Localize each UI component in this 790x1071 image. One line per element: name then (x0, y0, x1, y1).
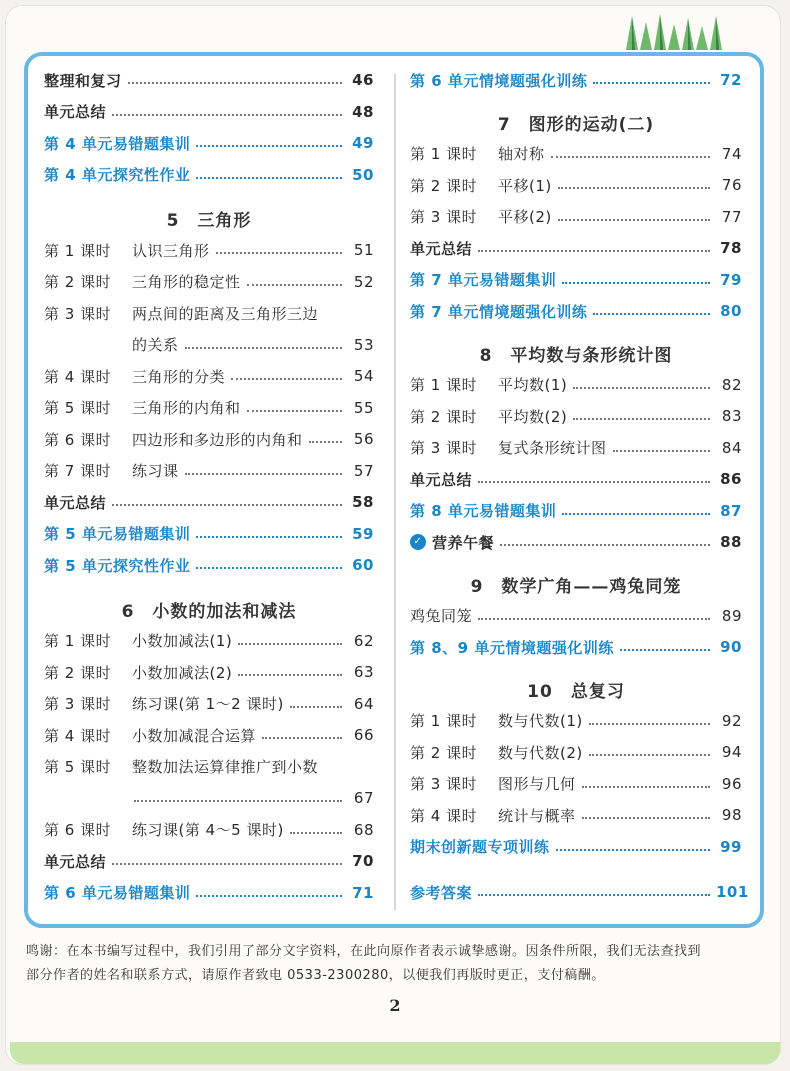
page-ref: 66 (353, 726, 374, 744)
page-ref: 48 (352, 102, 374, 121)
lesson-label: 第 6 课时 (44, 430, 112, 449)
page-ref: 80 (720, 302, 742, 320)
toc-entry[interactable] (44, 301, 374, 325)
entry-title: 练习课 (132, 462, 179, 480)
leader-dots (112, 504, 342, 506)
page-ref: 60 (352, 556, 374, 574)
page-ref: 78 (720, 239, 742, 257)
toc-entry[interactable] (410, 436, 742, 460)
leader-dots (196, 567, 342, 569)
entry-title: 统计与概率 (498, 806, 576, 825)
entry-title: 单元总结 (44, 103, 107, 121)
unit-heading: 7 图形的运动(二) (497, 114, 655, 135)
leader-dots (562, 513, 710, 515)
entry-title: 四边形和多边形的内角和 (132, 430, 303, 449)
toc-entry[interactable] (44, 270, 374, 294)
toc-entry[interactable] (44, 427, 374, 451)
unit-heading: 6 小数的加法和减法 (121, 601, 297, 622)
leader-dots (478, 250, 710, 252)
page-ref: 67 (353, 789, 374, 807)
entry-title: 第 7 单元情境题强化训练 (410, 302, 588, 321)
toc-entry[interactable] (44, 849, 374, 873)
leader-dots (196, 895, 342, 897)
entry-title: 第 5 单元探究性作业 (44, 556, 191, 575)
toc-entry[interactable] (44, 396, 374, 420)
toc-entry[interactable] (410, 604, 742, 628)
entry-title: 平移(2) (498, 208, 552, 226)
leader-dots (185, 473, 342, 475)
entry-title: 练习课(第 1～2 课时) (132, 695, 284, 713)
toc-entry[interactable] (44, 490, 374, 514)
toc-entry[interactable] (410, 467, 742, 491)
page-ref: 89 (721, 606, 742, 625)
lesson-label: 第 4 课时 (410, 806, 478, 825)
toc-entry[interactable] (410, 880, 749, 904)
page-ref: 76 (721, 176, 742, 194)
page-ref: 87 (720, 501, 742, 520)
leader-dots (216, 252, 342, 254)
lesson-label: 第 3 课时 (44, 304, 112, 323)
toc-entry[interactable] (410, 803, 742, 827)
entry-title: 整理和复习 (44, 71, 122, 90)
lesson-label: 第 3 课时 (410, 208, 478, 226)
toc-entry[interactable] (410, 299, 742, 323)
toc-entry[interactable] (44, 786, 374, 810)
lesson-label: 第 2 课时 (44, 663, 112, 682)
note-line-2: 部分作者的姓名和联系方式，请原作者致电 0533-2300280，以便我们再版时更正，支付稿酬。 (26, 968, 605, 983)
toc-entry[interactable] (44, 881, 374, 905)
toc-entry[interactable] (44, 553, 374, 577)
entry-title: 第 6 单元易错题集训 (44, 884, 191, 902)
lesson-label: 第 4 课时 (44, 367, 112, 386)
leader-dots (558, 219, 710, 221)
toc-entry[interactable] (44, 238, 374, 262)
page-ref: 62 (353, 631, 374, 650)
toc-entry[interactable] (44, 660, 374, 684)
leader-dots (128, 82, 342, 84)
toc-entry[interactable] (410, 635, 742, 659)
lesson-label: 第 1 课时 (410, 145, 478, 163)
lesson-label: 第 1 课时 (44, 632, 112, 650)
lesson-label: 第 2 课时 (410, 407, 478, 426)
page-ref: 53 (353, 335, 374, 354)
page-ref: 88 (720, 533, 742, 551)
toc-entry[interactable] (410, 268, 742, 292)
lesson-label: 第 6 课时 (44, 821, 112, 839)
toc-entry[interactable] (410, 173, 742, 197)
entry-title: 单元总结 (410, 239, 473, 258)
toc-entry[interactable] (44, 459, 374, 483)
toc-entry[interactable] (410, 530, 742, 554)
lesson-label: 第 3 课时 (44, 695, 112, 713)
toc-entry[interactable] (410, 142, 742, 166)
entry-title: 第 8 单元易错题集训 (410, 502, 557, 520)
unit-heading: 8 平均数与条形统计图 (479, 345, 673, 366)
entry-title: 平均数(1) (498, 376, 568, 394)
leader-dots (196, 145, 342, 147)
page-ref: 50 (352, 165, 374, 184)
unit-heading: 5 三角形 (166, 211, 252, 231)
leader-dots (112, 863, 342, 865)
leader-dots (478, 894, 710, 896)
page-ref: 70 (352, 852, 374, 870)
entry-title: 小数加减混合运算 (132, 726, 257, 745)
entry-title: 平均数(2) (498, 407, 568, 426)
leader-dots (551, 156, 710, 158)
unit-heading: 10 总复习 (527, 681, 625, 702)
page-ref: 74 (721, 144, 742, 163)
unit-heading: 9 数学广角——鸡兔同笼 (470, 576, 682, 597)
entry-title: 第 5 单元易错题集训 (44, 525, 191, 543)
page-ref: 83 (721, 407, 742, 425)
toc-entry[interactable] (410, 772, 742, 796)
lesson-label: 第 1 课时 (410, 376, 478, 394)
toc-entry[interactable] (44, 163, 374, 187)
toc-entry[interactable] (410, 835, 742, 859)
acknowledgement-note (26, 940, 766, 988)
entry-title: 三角形的内角和 (132, 399, 241, 417)
toc-entry[interactable] (44, 629, 374, 653)
entry-title: 单元总结 (44, 852, 107, 871)
leader-dots (247, 410, 342, 412)
entry-title: 小数加减法(2) (132, 663, 233, 682)
leader-dots (196, 536, 342, 538)
toc-entry[interactable] (410, 499, 742, 523)
entry-title: 第 6 单元情境题强化训练 (410, 71, 588, 90)
page-ref: 46 (352, 71, 374, 89)
lesson-label: 第 1 课时 (410, 712, 478, 730)
page-ref: 79 (720, 270, 742, 289)
entry-title: 轴对称 (498, 145, 545, 163)
leader-dots (589, 723, 710, 725)
toc-entry[interactable] (44, 818, 374, 842)
entry-title: 的关系 (132, 336, 179, 354)
entry-title: 第 8、9 单元情境题强化训练 (410, 638, 614, 657)
toc-entry[interactable] (410, 709, 742, 733)
page-ref: 90 (720, 638, 742, 656)
trees-decoration-icon (620, 10, 730, 52)
page-ref: 72 (720, 71, 742, 89)
page-ref: 82 (721, 375, 742, 394)
leader-dots (500, 544, 710, 546)
page-ref: 84 (721, 438, 742, 457)
entry-title: 练习课(第 4～5 课时) (132, 821, 284, 839)
entry-title: 小数加减法(1) (132, 632, 233, 650)
page-number: 2 (389, 996, 401, 1015)
toc-entry[interactable] (410, 373, 742, 397)
entry-title: 平移(1) (498, 176, 552, 195)
entry-title: 单元总结 (410, 470, 473, 489)
leader-dots (478, 481, 710, 483)
entry-title: 单元总结 (44, 493, 107, 512)
entry-title: 整数加法运算律推广到小数 (132, 758, 319, 776)
toc-entry[interactable] (44, 131, 374, 155)
entry-title: 两点间的距离及三角形三边 (132, 304, 319, 323)
toc-entry[interactable] (410, 68, 742, 92)
leader-dots (573, 387, 710, 389)
leader-dots (582, 786, 710, 788)
toc-entry[interactable] (44, 364, 374, 388)
leader-dots (185, 347, 342, 349)
entry-title: 第 4 单元易错题集训 (44, 134, 191, 153)
column-divider (394, 74, 396, 910)
bottom-bar (10, 1042, 780, 1064)
leader-dots (134, 800, 342, 802)
leader-dots (613, 450, 710, 452)
leader-dots (558, 187, 710, 189)
leader-dots (593, 82, 710, 84)
page-ref: 94 (721, 743, 742, 761)
leader-dots (196, 177, 342, 179)
toc-entry[interactable] (410, 205, 742, 229)
leader-dots (238, 674, 342, 676)
page-ref: 49 (352, 134, 374, 152)
page-ref: 92 (721, 711, 742, 730)
toc-entry[interactable] (410, 404, 742, 428)
page-ref: 52 (353, 272, 374, 291)
lesson-label: 第 3 课时 (410, 775, 478, 793)
page-ref: 101 (716, 883, 749, 901)
page-ref: 71 (352, 883, 374, 902)
toc-entry[interactable] (44, 755, 374, 779)
entry-title: 三角形的稳定性 (132, 273, 241, 291)
entry-title: 第 4 单元探究性作业 (44, 166, 191, 184)
entry-title: 认识三角形 (132, 241, 210, 260)
entry-title: 三角形的分类 (132, 367, 226, 386)
leader-dots (309, 441, 342, 443)
toc-entry[interactable] (44, 100, 374, 124)
leader-dots (582, 817, 710, 819)
entry-title: 参考答案 (410, 883, 473, 902)
toc-entry[interactable] (44, 692, 374, 716)
leader-dots (589, 754, 710, 756)
lesson-label: 第 7 课时 (44, 462, 112, 480)
leader-dots (247, 284, 342, 286)
page-ref: 86 (720, 470, 742, 488)
page-ref: 55 (353, 398, 374, 417)
page-ref: 57 (353, 461, 374, 480)
lesson-label: 第 2 课时 (410, 743, 478, 762)
toc-entry[interactable] (44, 333, 374, 357)
page-ref: 96 (721, 774, 742, 793)
entry-title: 数与代数(2) (498, 743, 583, 762)
toc-entry[interactable] (44, 68, 374, 92)
entry-title: 鸡兔同笼 (410, 607, 473, 625)
entry-title: 期末创新题专项训练 (410, 838, 550, 856)
toc-entry[interactable] (44, 723, 374, 747)
entry-title: 复式条形统计图 (498, 439, 607, 457)
page-ref: 64 (353, 694, 374, 713)
page-ref: 58 (352, 493, 374, 511)
entry-title: 营养午餐 (432, 533, 495, 552)
leader-dots (112, 114, 342, 116)
lesson-label: 第 3 课时 (410, 439, 478, 457)
leader-dots (238, 643, 342, 645)
page-ref: 51 (353, 241, 374, 259)
page-ref: 54 (353, 367, 374, 385)
page-ref: 98 (721, 806, 742, 824)
leader-dots (562, 282, 710, 284)
page-ref: 77 (721, 207, 742, 226)
toc-entry[interactable] (410, 236, 742, 260)
lesson-label: 第 5 课时 (44, 758, 112, 776)
leader-dots (478, 618, 710, 620)
leader-dots (556, 849, 710, 851)
lesson-label: 第 5 课时 (44, 399, 112, 417)
leader-dots (593, 313, 710, 315)
page-ref: 99 (720, 837, 742, 856)
leader-dots (290, 706, 342, 708)
lesson-label: 第 2 课时 (44, 273, 112, 291)
leader-dots (573, 418, 710, 420)
leader-dots (262, 737, 342, 739)
entry-title: 数与代数(1) (498, 712, 583, 730)
page-ref: 59 (352, 524, 374, 543)
page-ref: 63 (353, 663, 374, 681)
lesson-label: 第 4 课时 (44, 726, 112, 745)
entry-title: 图形与几何 (498, 775, 576, 793)
lesson-label: 第 1 课时 (44, 241, 112, 260)
note-line-1: 鸣谢：在本书编写过程中，我们引用了部分文字资料，在此向原作者表示诚挚感谢。因条件所限，我们无法查找到 (26, 944, 702, 959)
leader-dots (290, 832, 342, 834)
leader-dots (620, 649, 710, 651)
leader-dots (231, 378, 342, 380)
badge-icon: ✓ (410, 534, 426, 550)
toc-entry[interactable] (410, 740, 742, 764)
toc-entry[interactable] (44, 522, 374, 546)
page-ref: 68 (353, 820, 374, 839)
lesson-label: 第 2 课时 (410, 176, 478, 195)
page-ref: 56 (353, 430, 374, 448)
entry-title: 第 7 单元易错题集训 (410, 271, 557, 289)
